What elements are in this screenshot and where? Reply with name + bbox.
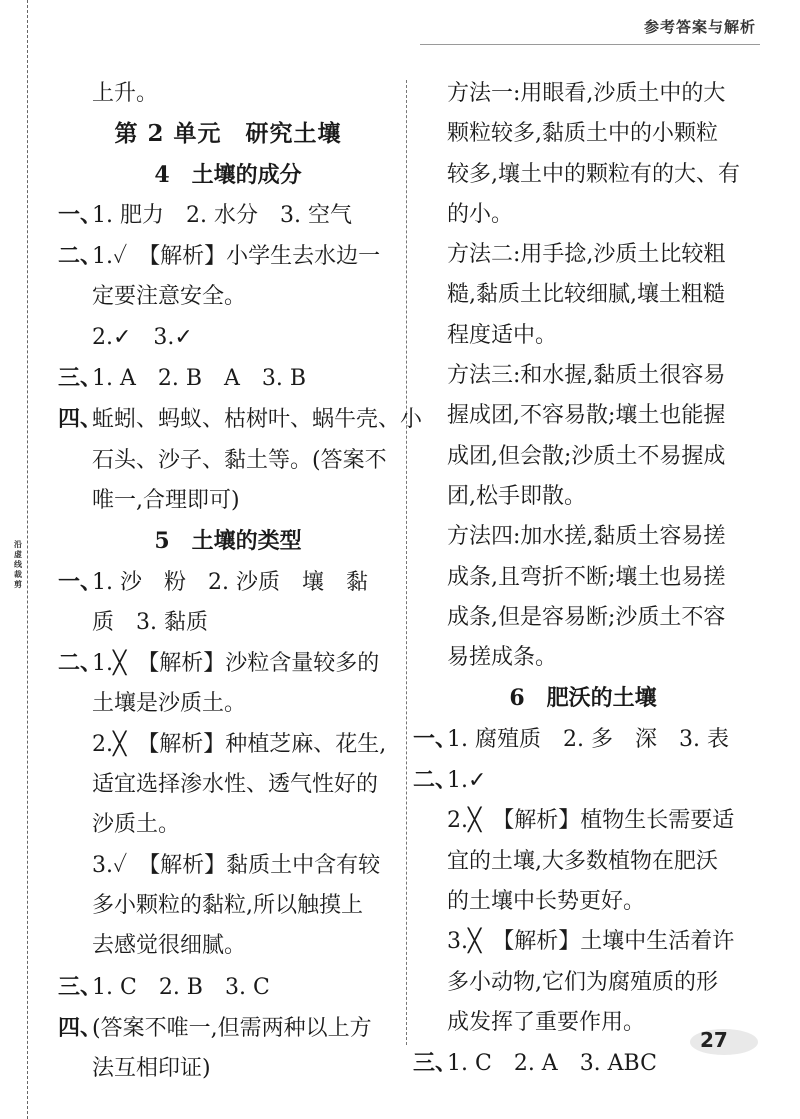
answer-line: 成发挥了重要作用。 [447, 1009, 646, 1035]
answer-text: 1. C 2. B 3. C [92, 974, 270, 1000]
lesson-5-q4 [58, 1008, 398, 1049]
answer-line: 2.╳ 【解析】植物生长需要适 [447, 808, 735, 834]
answer-text: 1.╳ 【解析】沙粒含量较多的 [92, 651, 380, 677]
lesson-5-title: 5 土壤的类型 [154, 528, 302, 555]
answer-text: 1.✓ [447, 768, 487, 794]
cut-note: 沿虚线裁剪 [14, 540, 22, 589]
answer-line: 的土壤中长势更好。 [447, 888, 646, 914]
lesson-6-q1 [413, 719, 753, 760]
answer-line: 2.✓ 3.✓ [92, 324, 193, 350]
q-label: 一、 [413, 725, 458, 752]
column-divider [406, 80, 407, 1045]
header-title: 参考答案与解析 [643, 18, 756, 36]
answer-line: 石头、沙子、黏土等。(答案不 [92, 447, 387, 473]
answer-line: 法互相印证) [92, 1056, 211, 1082]
q-label: 一、 [58, 568, 103, 595]
method-line: 方法一:用眼看,沙质土中的大 [447, 81, 726, 106]
lesson-4-q2 [58, 236, 398, 277]
lesson-5-q2 [58, 643, 398, 684]
answer-text: 1. 肥力 2. 水分 3. 空气 [92, 202, 352, 228]
q-label: 三、 [58, 973, 103, 1000]
method-line: 方法三:和水握,黏质土很容易 [447, 363, 726, 389]
answer-text: 1. A 2. B A 3. B [92, 366, 307, 392]
method-line: 较多,壤土中的颗粒有的大、有 [447, 161, 740, 187]
q-label: 二、 [413, 767, 458, 794]
answer-line: 3.╳ 【解析】土壤中生活着许 [447, 929, 735, 955]
answer-line: 多小动物,它们为腐殖质的形 [447, 969, 718, 995]
answer-line: 唯一,合理即可) [92, 487, 240, 513]
method-line: 成条,且弯折不断;壤土也易搓 [447, 564, 726, 590]
answer-line: 土壤是沙质土。 [92, 691, 247, 717]
unit-title: 第 2 单元 研究土壤 [114, 120, 342, 148]
page-number: 27 [700, 1028, 728, 1052]
method-line: 易搓成条。 [447, 645, 558, 671]
answer-line: 适宜选择渗水性、透气性好的 [92, 772, 379, 798]
answer-line: 质 3. 黏质 [92, 609, 208, 635]
answer-text: 1. 腐殖质 2. 多 深 3. 表 [447, 726, 729, 752]
q-label: 一、 [58, 201, 103, 228]
answer-line: 宜的土壤,大多数植物在肥沃 [447, 848, 718, 874]
answer-text: 1. 沙 粉 2. 沙质 壤 黏 [92, 569, 368, 595]
answer-text: 1. C 2. A 3. ABC [447, 1051, 657, 1077]
method-line: 程度适中。 [447, 322, 558, 348]
lesson-5-q3 [58, 967, 398, 1008]
q-label: 三、 [58, 365, 103, 392]
answer-line: 多小颗粒的黏粒,所以触摸上 [92, 892, 363, 918]
method-line: 成条,但是容易断;沙质土不容 [447, 604, 726, 630]
answer-line: 3.✓ 【解析】黏质土中含有较 [92, 852, 381, 878]
method-line: 糙,黏质土比较细腻,壤土粗糙 [447, 282, 725, 308]
answer-line: 定要注意安全。 [92, 284, 247, 310]
method-line: 颗粒较多,黏质土中的小颗粒 [447, 121, 718, 147]
answer-text: 1.✓ 【解析】小学生去水边一 [92, 244, 381, 270]
header-rule [420, 44, 760, 45]
method-line: 成团,但会散;沙质土不易握成 [447, 443, 726, 469]
lesson-4-title: 4 土壤的成分 [154, 161, 302, 188]
lesson-4-q4 [58, 399, 423, 440]
continued-text: 上升。 [92, 81, 159, 106]
q-label: 二、 [58, 650, 103, 677]
lesson-6-title: 6 肥沃的土壤 [509, 685, 657, 712]
method-line: 团,松手即散。 [447, 483, 586, 509]
lesson-4-q3 [58, 358, 398, 399]
method-line: 方法四:加水搓,黏质土容易搓 [447, 524, 726, 550]
method-line: 握成团,不容易散;壤土也能握 [447, 403, 726, 429]
answer-line: 沙质土。 [92, 812, 181, 838]
left-column [58, 74, 423, 1089]
q-label: 四、 [58, 406, 103, 433]
q-label: 三、 [413, 1050, 458, 1077]
q-label: 二、 [58, 243, 103, 270]
cut-dashed-line [27, 0, 28, 1119]
answer-text: 蚯蚓、蚂蚁、枯树叶、蜗牛壳、小 [92, 407, 423, 433]
lesson-6-q2 [413, 760, 753, 801]
lesson-5-q1 [58, 562, 398, 603]
answer-line: 2.╳ 【解析】种植芝麻、花生, [92, 731, 387, 757]
lesson-4-q1 [58, 195, 398, 236]
method-line: 方法二:用手捻,沙质土比较粗 [447, 242, 726, 268]
q-label: 四、 [58, 1014, 103, 1041]
method-line: 的小。 [447, 201, 514, 227]
answer-text: (答案不唯一,但需两种以上方 [92, 1015, 372, 1041]
answer-line: 去感觉很细腻。 [92, 933, 247, 959]
right-column [413, 74, 753, 1084]
